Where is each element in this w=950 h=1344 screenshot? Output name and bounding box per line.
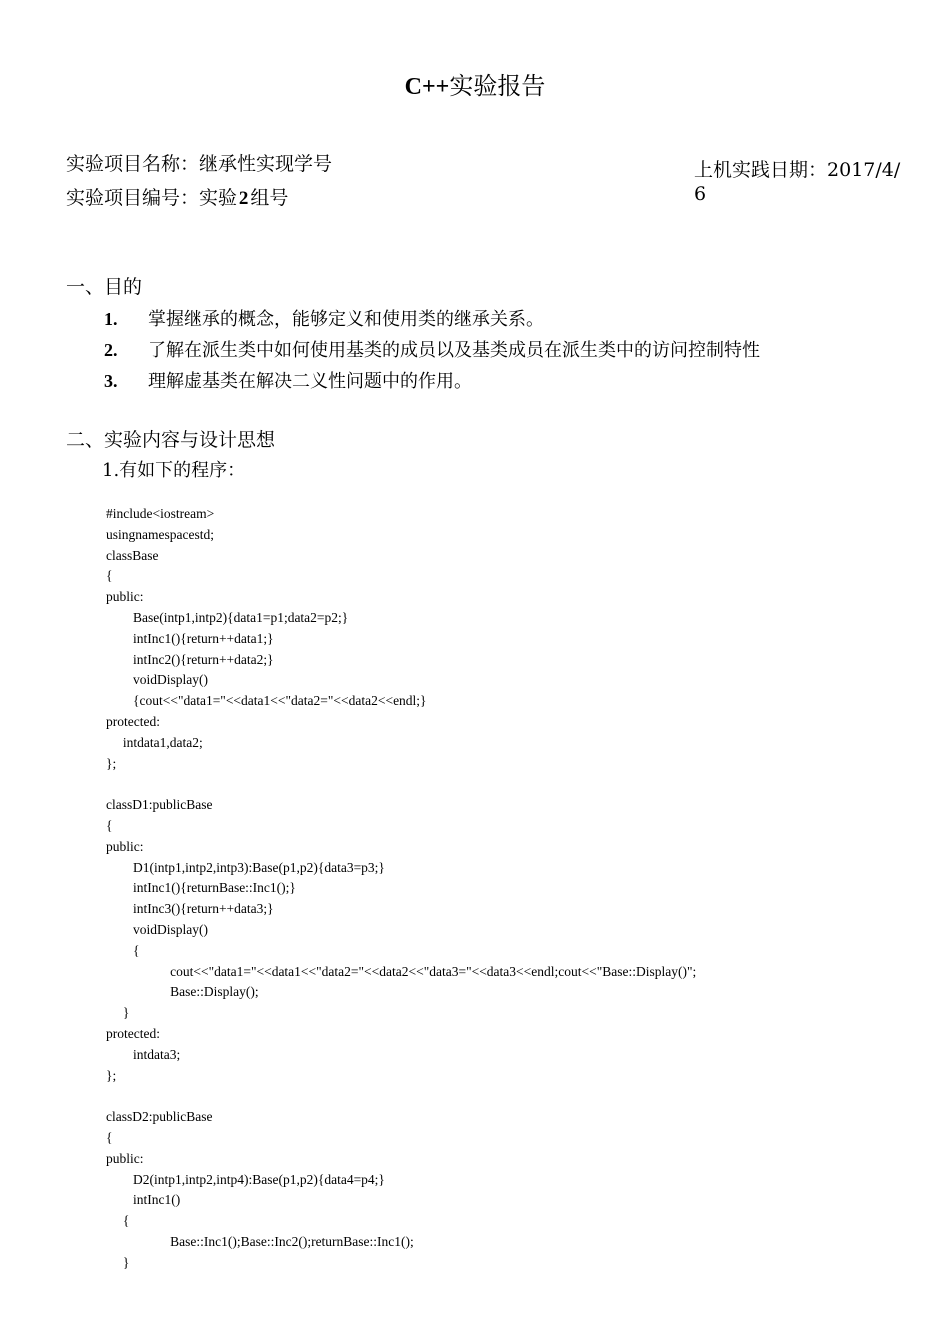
code-line: D1(intp1,intp2,intp3):Base(p1,p2){data3=p3;} bbox=[106, 859, 385, 875]
section-heading-content: 二、实验内容与设计思想 bbox=[66, 429, 276, 451]
code-line: classD1:publicBase bbox=[106, 797, 213, 813]
code-line: { bbox=[106, 568, 113, 584]
project-name-label: 实验项目名称：继承性实现学号 bbox=[66, 153, 333, 175]
code-line: intInc1(){returnBase::Inc1();} bbox=[106, 880, 296, 896]
project-number-value: 2 bbox=[238, 188, 249, 209]
group-number-label: 组号 bbox=[250, 187, 289, 209]
item-text: 掌握继承的概念，能够定义和使用类的继承关系。 bbox=[148, 309, 544, 330]
code-line: intdata3; bbox=[106, 1046, 181, 1062]
page-title bbox=[0, 70, 950, 103]
code-line: intInc1() bbox=[106, 1192, 181, 1208]
code-line: Base(intp1,intp2){data1=p1;data2=p2;} bbox=[106, 609, 349, 625]
code-line bbox=[106, 774, 926, 795]
practice-date-label: 上机实践日期： bbox=[694, 159, 828, 181]
item-number: 1. bbox=[104, 309, 118, 329]
item-number: 3. bbox=[104, 371, 118, 391]
purpose-item-3 bbox=[104, 368, 472, 395]
practice-date-value: 2017/4/6 bbox=[694, 159, 901, 205]
title-prefix: C++ bbox=[404, 74, 450, 100]
code-line: Base::Inc1();Base::Inc2();returnBase::Inc1(); bbox=[106, 1233, 414, 1249]
code-line: #include<iostream> bbox=[106, 506, 215, 521]
code-line: protected: bbox=[106, 713, 160, 729]
code-line: { bbox=[106, 817, 113, 833]
subsection-program: 1.有如下的程序： bbox=[102, 460, 246, 481]
code-line: D2(intp1,intp2,intp4):Base(p1,p2){data4=p4;} bbox=[106, 1171, 385, 1187]
code-line: protected: bbox=[106, 1025, 160, 1041]
code-line: intInc3(){return++data3;} bbox=[106, 901, 274, 917]
code-line: { bbox=[106, 1213, 130, 1229]
practice-date bbox=[694, 158, 904, 206]
title-suffix: 实验报告 bbox=[449, 72, 546, 100]
code-line: public: bbox=[106, 589, 144, 605]
project-number-label: 实验项目编号：实验 bbox=[66, 187, 238, 209]
code-line: { bbox=[106, 1129, 113, 1145]
code-line: public: bbox=[106, 1150, 144, 1166]
item-text: 了解在派生类中如何使用基类的成员以及基类成员在派生类中的访问控制特性 bbox=[148, 340, 760, 361]
purpose-item-1 bbox=[104, 306, 544, 333]
item-text: 理解虚基类在解决二义性问题中的作用。 bbox=[148, 371, 472, 392]
item-number: 2. bbox=[104, 340, 118, 360]
code-line: voidDisplay() bbox=[106, 921, 208, 937]
code-line: usingnamespacestd; bbox=[106, 526, 214, 542]
purpose-item-2 bbox=[104, 337, 760, 364]
project-name-line bbox=[66, 152, 332, 176]
code-line: public: bbox=[106, 838, 144, 854]
code-line: }; bbox=[106, 755, 117, 771]
code-line: } bbox=[106, 1005, 130, 1021]
code-line: { bbox=[106, 942, 140, 958]
code-line: Base::Display(); bbox=[106, 984, 259, 1000]
code-line: {cout<<"data1="<<data1<<"data2="<<data2<<endl;} bbox=[106, 693, 427, 709]
code-line: intInc1(){return++data1;} bbox=[106, 630, 274, 646]
code-line: classD2:publicBase bbox=[106, 1109, 213, 1125]
code-line: classBase bbox=[106, 547, 159, 563]
code-line: intInc2(){return++data2;} bbox=[106, 651, 274, 667]
code-block bbox=[106, 504, 926, 1273]
code-line: voidDisplay() bbox=[106, 672, 208, 688]
code-line: intdata1,data2; bbox=[106, 734, 203, 750]
code-line: } bbox=[106, 1254, 130, 1270]
project-number-line bbox=[66, 186, 288, 211]
section-heading-purpose: 一、目的 bbox=[66, 276, 143, 298]
code-line: cout<<"data1="<<data1<<"data2="<<data2<<"data3="<<data3<<endl;cout<<"Base::Display()"; bbox=[106, 963, 697, 979]
code-line: }; bbox=[106, 1067, 117, 1083]
code-line bbox=[106, 1086, 926, 1107]
